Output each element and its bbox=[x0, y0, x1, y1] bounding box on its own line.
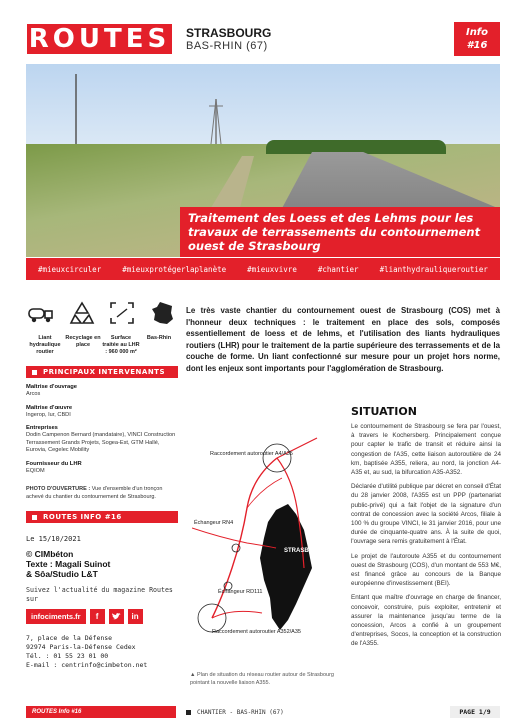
icon-label: Recyclage en place bbox=[65, 335, 101, 348]
linkedin-icon[interactable]: in bbox=[128, 609, 143, 624]
situation-text bbox=[351, 422, 501, 654]
footer-section bbox=[176, 706, 450, 718]
location-map bbox=[192, 418, 342, 643]
hashtag[interactable]: #lianthydrauliqueroutier bbox=[379, 264, 488, 274]
section-heading-text: PRINCIPAUX INTERVENANTS bbox=[43, 368, 165, 376]
hashtag[interactable]: #mieuxprotégerlaplanète bbox=[122, 264, 227, 274]
facebook-icon[interactable]: f bbox=[90, 609, 105, 624]
pylon-icon bbox=[66, 74, 226, 154]
photo-caption-text: Vue d'ensemble d'un tronçon achevé du chantier du contournement de Strasbourg. bbox=[26, 486, 163, 500]
footer-brand: ROUTES Info #16 bbox=[26, 706, 176, 718]
address-line: 7, place de la Défense bbox=[26, 634, 113, 642]
credit-line: & Sôa/Studio L&T bbox=[26, 569, 98, 579]
tanker-truck-icon bbox=[26, 300, 56, 326]
arrow-up-icon: ▲ bbox=[190, 672, 196, 678]
situation-paragraph: Entant que maître d'ouvrage en charge de financer, concevoir, construire, puis exploiter, entretenir et assurer la maintenance jusqu'au terme de la concession, Arcos a confié à un groupement d'entreprises, Socos, la conception et la construction de l'A355. bbox=[351, 594, 501, 648]
role-value: Dodin Campenon Bernard (mandataire), VINCI Construction Terrassement Grands Projets, Sogea-Est, GTM Hallé, Eurovia, Cegelec Mobility bbox=[26, 432, 176, 453]
sidebar bbox=[26, 300, 178, 670]
address-line[interactable]: E-mail : centrinfo@cimbeton.net bbox=[26, 661, 148, 669]
square-bullet-icon bbox=[32, 515, 37, 520]
situation-paragraph: Le contournement de Strasbourg se fera par l'ouest, à travers le Kochersberg. Principalement conçue pour capter le trafic de transit et réduire ainsi la congestion de l'A35, cette liaison autoroutière de 24 km, baptisée A355, reliera, au nord, la jonction A4-A35 et, au sud, la bifurcation A35-A352. bbox=[351, 423, 501, 477]
role-title: Fournisseur du LHR bbox=[26, 460, 82, 467]
follow-text: Suivez l'actualité du magazine Routes sur bbox=[26, 586, 173, 603]
credit-line: Texte : Magali Suinot bbox=[26, 559, 111, 569]
square-bullet-icon bbox=[186, 710, 191, 715]
icon-label: Bas-Rhin bbox=[146, 335, 172, 341]
publication-date: Le 15/10/2021 bbox=[26, 535, 81, 543]
situation-paragraph: Déclarée d'utilité publique par décret en conseil d'État du 28 janvier 2008, l'A355 est un PPP (partenariat public-privé) qui a fait l'objet de la signature d'un contrat de concession avec la société Arcos, filiale à 100 % du groupe VINCI, le 31 janvier 2016, pour une durée de cinquante-quatre ans. À la suite de quoi, l'ouvrage sera remis gratuitement à l'État. bbox=[351, 483, 501, 546]
twitter-icon[interactable] bbox=[109, 609, 124, 624]
photo-caption-label: PHOTO D'OUVERTURE : bbox=[26, 486, 91, 492]
section-heading-info bbox=[26, 511, 178, 523]
region-subtitle: BAS-RHIN (67) bbox=[186, 40, 268, 52]
hashtag-bar bbox=[26, 258, 500, 280]
address-line: 92974 Paris-la-Défense Cedex bbox=[26, 643, 136, 651]
info-badge bbox=[454, 22, 500, 56]
road-a352 bbox=[212, 611, 262, 618]
website-link[interactable]: infociments.fr bbox=[26, 609, 86, 624]
city-title: STRASBOURG bbox=[186, 26, 272, 40]
france-map-icon bbox=[148, 300, 178, 326]
map-label-a4: Raccordement autoroutier A4/A35 bbox=[210, 451, 293, 457]
map-label-rn4: Échangeur RN4 bbox=[194, 520, 234, 526]
footer-section-text: CHANTIER - BAS-RHIN (67) bbox=[197, 708, 284, 716]
icon-row bbox=[26, 300, 178, 330]
role-title: Entreprises bbox=[26, 425, 58, 431]
page-number: PAGE 1/9 bbox=[450, 706, 500, 718]
map-caption-text: Plan de situation du réseau routier autour de Strasbourg pointant la nouvelle liaison A355. bbox=[190, 672, 334, 686]
icon-label: Surface traitée au LHR : 960 000 m² bbox=[102, 335, 140, 355]
section-heading-text: ROUTES INFO #16 bbox=[43, 513, 122, 521]
page-header bbox=[0, 0, 510, 60]
road-secondary bbox=[247, 478, 282, 508]
address-line: Tél. : 01 55 23 01 00 bbox=[26, 652, 109, 660]
surface-area-icon bbox=[107, 300, 137, 326]
page-footer bbox=[26, 706, 500, 718]
hero-title: Traitement des Loess et des Lehms pour les travaux de terrassements du contournement ouest de Strasbourg bbox=[180, 207, 500, 257]
situation-title: SITUATION bbox=[351, 405, 417, 418]
intro-paragraph: Le très vaste chantier du contournement ouest de Strasbourg (COS) met à l'honneur deux techniques : le traitement en place des sols, composés essentiellement de loess et de lehms, et l'utilisation des liants hydrauliques routiers (LHR) pour le traitement de la partie supérieure des terrassements et de la couche de forme. Un liant confectionné sur mesure pour un projet hors norme, dont les enjeux sont importants pour l'agglomération de Strasbourg. bbox=[186, 306, 500, 373]
map-label-rd111: Échangeur RD111 bbox=[218, 589, 263, 595]
role-value: Arcos bbox=[26, 391, 41, 397]
icon-labels bbox=[26, 335, 178, 356]
map-caption bbox=[190, 671, 340, 687]
photo-caption bbox=[26, 485, 178, 501]
routes-logo: ROUTES bbox=[28, 24, 171, 54]
hashtag[interactable]: #mieuxvivre bbox=[247, 264, 297, 274]
recycle-icon bbox=[67, 300, 97, 326]
role-title: Maîtrise d'œuvre bbox=[26, 404, 73, 411]
credit-block bbox=[26, 549, 178, 579]
address-block bbox=[26, 634, 178, 670]
hero-trees bbox=[266, 140, 446, 154]
role-value: EQIOM bbox=[26, 467, 45, 474]
role-title: Maîtrise d'ouvrage bbox=[26, 384, 77, 390]
role-value: Ingerop, Iur, CBDI bbox=[26, 411, 71, 418]
icon-label: Liant hydraulique routier bbox=[29, 335, 61, 355]
square-bullet-icon bbox=[32, 370, 37, 375]
situation-paragraph: Le projet de l'autoroute A355 et du contournement ouest de Strasbourg (COS), d'un montant de 553 M€, est financé grâce au concours de la Banque européenne d'investissement (BEI). bbox=[351, 552, 501, 588]
hashtag[interactable]: #mieuxcirculer bbox=[38, 264, 102, 274]
hashtag[interactable]: #chantier bbox=[317, 264, 359, 274]
section-heading-intervenants bbox=[26, 366, 178, 378]
badge-line1: Info bbox=[465, 27, 489, 38]
map-label-a352: Raccordement autoroutier A352/A35 bbox=[212, 629, 301, 635]
map-label-city: STRASBOURG bbox=[284, 548, 327, 554]
map-svg bbox=[192, 418, 342, 643]
hero-photo bbox=[26, 64, 500, 257]
badge-line2: #16 bbox=[466, 40, 488, 51]
social-links bbox=[26, 609, 178, 624]
credit-line: © CIMbéton bbox=[26, 549, 74, 559]
